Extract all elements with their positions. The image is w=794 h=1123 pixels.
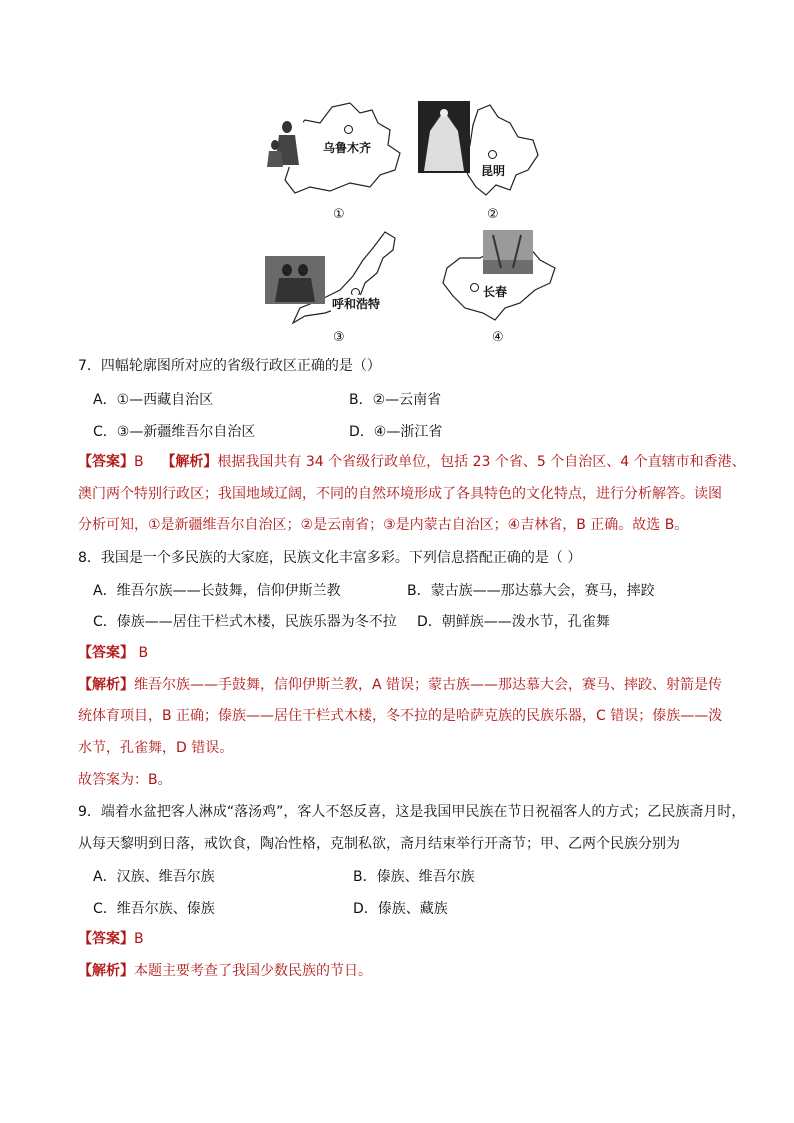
q8-answer: B <box>138 645 149 661</box>
kunming-dot <box>488 150 497 159</box>
q8-option-b: B．蒙古族——那达慕大会，赛马，摔跤 <box>407 583 655 599</box>
q9-answer-label: 【答案】 <box>78 931 134 947</box>
q8-conclusion: 故答案为：B。 <box>78 772 172 788</box>
q8-analysis-line-3: 水节，孔雀舞，D 错误。 <box>78 740 234 756</box>
q8-option-a: A．维吾尔族——长鼓舞，信仰伊斯兰教 <box>93 583 341 599</box>
q7-analysis-line-3: 分析可知，①是新疆维吾尔自治区；②是云南省；③是内蒙古自治区；④吉林省，B 正确。故选 B。 <box>78 517 689 533</box>
map-figure-4 <box>435 228 565 328</box>
city-label-hohhot: 呼和浩特 <box>332 297 381 311</box>
q7-analysis-label: 【解析】 <box>161 454 218 470</box>
q7-analysis-line-1: 根据我国共有 34 个省级行政单位，包括 23 个省、5 个自治区、4 个直辖市和香港、 <box>217 454 746 470</box>
figure-number-1: ① <box>333 207 345 222</box>
q7-answer-label: 【答案】 <box>78 454 134 470</box>
changchun-dot <box>470 283 479 292</box>
q8-analysis-line-2: 统体育项目，B 正确；傣族——居住干栏式木楼，冬不拉的是哈萨克族的民族乐器，C 错误；傣族——泼 <box>78 708 723 724</box>
q8-analysis-line-1: 维吾尔族——手鼓舞，信仰伊斯兰教，A 错误；蒙古族——那达慕大会，赛马、摔跤、射箭是传 <box>134 677 723 693</box>
q9-answer-line <box>78 929 144 949</box>
q9-option-a: A．汉族、维吾尔族 <box>93 869 215 885</box>
q8-analysis-line-1-wrap <box>78 675 722 695</box>
q8-stem: 8．我国是一个多民族的大家庭，民族文化丰富多彩。下列信息搭配正确的是（ ） <box>78 550 582 566</box>
q7-option-c: C．③—新疆维吾尔自治区 <box>93 424 256 440</box>
figure-number-3: ③ <box>333 330 345 345</box>
q7-stem: 7．四幅轮廓图所对应的省级行政区正确的是（） <box>78 358 381 374</box>
map-figure-1 <box>260 95 420 205</box>
urumqi-dot <box>344 125 353 134</box>
q7-answer-line <box>78 452 746 472</box>
q9-analysis-line <box>78 961 372 981</box>
city-label-urumqi: 乌鲁木齐 <box>323 141 372 155</box>
korean-swing-photo <box>483 230 533 274</box>
q8-analysis-label: 【解析】 <box>78 677 134 693</box>
q8-answer-label: 【答案】 <box>78 645 134 661</box>
q9-stem-line-2: 从每天黎明到日落，戒饮食，陶冶性格，克制私欲，斋月结束举行开斋节；甲、乙两个民族分别为 <box>78 836 680 852</box>
q7-analysis-line-2: 澳门两个特别行政区；我国地域辽阔，不同的自然环境形成了各具特色的文化特点，进行分析解答。读图 <box>78 486 722 502</box>
figure-number-2: ② <box>487 207 499 222</box>
city-label-changchun: 长春 <box>483 285 508 299</box>
q7-option-d: D．④—浙江省 <box>349 424 443 440</box>
q9-option-d: D．傣族、藏族 <box>353 901 448 917</box>
q7-answer: B <box>134 454 144 470</box>
mongolian-wrestling-photo <box>265 256 325 304</box>
q9-stem-line-1: 9．端着水盆把客人淋成“落汤鸡”，客人不怒反喜，这是我国甲民族在节日祝福客人的方式；乙民族斋月时， <box>78 804 746 820</box>
map-figure-2 <box>418 95 558 205</box>
q9-analysis: 本题主要考查了我国少数民族的节日。 <box>134 963 372 979</box>
uyghur-dancers-photo <box>265 115 303 167</box>
q9-option-c: C．维吾尔族、傣族 <box>93 901 215 917</box>
q9-answer: B <box>134 931 144 947</box>
q7-option-b: B．②—云南省 <box>349 392 442 408</box>
q8-option-d: D．朝鲜族——泼水节，孔雀舞 <box>417 614 610 630</box>
q9-option-b: B．傣族、维吾尔族 <box>353 869 475 885</box>
q8-option-c: C．傣族——居住干栏式木楼，民族乐器为冬不拉 <box>93 614 397 630</box>
q7-option-a: A．①—西藏自治区 <box>93 392 214 408</box>
q8-answer-line <box>78 643 148 663</box>
dai-peacock-dancer-photo <box>418 101 470 173</box>
city-label-kunming: 昆明 <box>481 164 506 178</box>
map-figure-3 <box>265 228 415 328</box>
q9-analysis-label: 【解析】 <box>78 963 134 979</box>
figure-number-4: ④ <box>492 330 504 345</box>
